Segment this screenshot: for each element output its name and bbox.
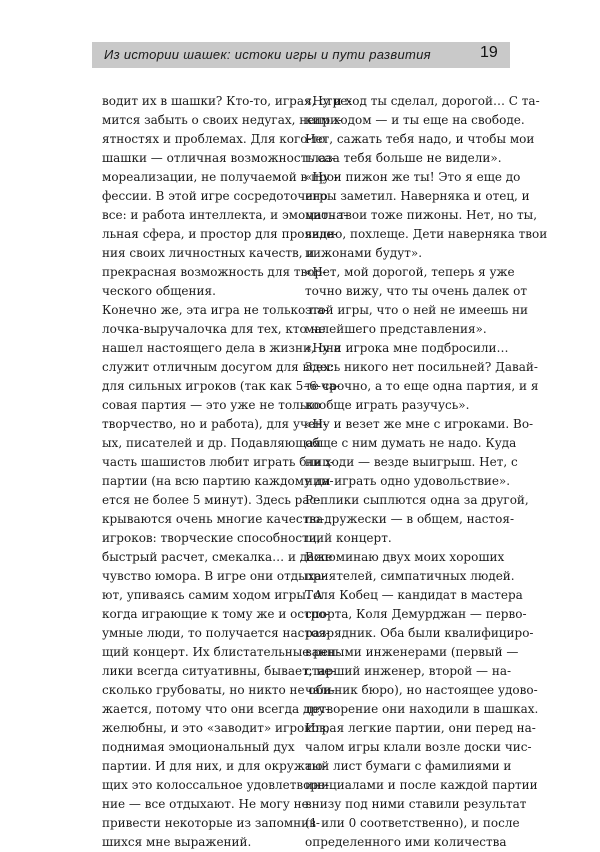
text-line: когда играющие к тому же и остро- — [102, 607, 330, 621]
text-line: партии. И для них, и для окружаю- — [102, 759, 327, 773]
text-line: «Ну и игрока мне подбросили… — [305, 341, 509, 355]
page-number: 19 — [480, 44, 498, 61]
text-line: ятностях и проблемах. Для кого-то — [102, 132, 326, 146]
text-line: щий концерт. Их блистательные реп- — [102, 645, 341, 659]
text-line: ким ходом — и ты еще на свободе. — [305, 113, 525, 127]
text-line: внизу под ними ставили результат — [305, 797, 527, 811]
text-line: Конечно же, эта игра не только па- — [102, 303, 329, 317]
text-line: льная сфера, и простор для проявле- — [102, 227, 338, 241]
text-line: водит их в шашки? Кто-то, играя, стре- — [102, 94, 352, 108]
text-line: ванными инженерами (первый — — [305, 645, 519, 659]
text-line: партии (на всю партию каждому да- — [102, 474, 334, 488]
text-line: этой игры, что о ней не имеешь ни — [305, 303, 529, 317]
text-line: ют, упиваясь самим ходом игры. А — [102, 588, 323, 602]
text-line: «Ну и ход ты сделал, дорогой… С та- — [305, 94, 540, 108]
text-line: прекрасная возможность для твор- — [102, 265, 327, 279]
running-title: Из истории шашек: истоки игры и пути развития — [104, 47, 431, 62]
text-line: ется не более 5 минут). Здесь рас- — [102, 493, 321, 507]
text-line: (1 или 0 соответственно), и после — [305, 816, 520, 830]
text-line: фессии. В этой игре сосредоточено — [102, 189, 328, 203]
text-line: мится забыть о своих недугах, непри- — [102, 113, 343, 127]
text-line: старший инженер, второй — на- — [305, 664, 512, 678]
text-line: привести некоторые из запомнив- — [102, 816, 320, 830]
text-line: Нет, сажать тебя надо, и чтобы мои — [305, 132, 535, 146]
text-line: жается, потому что они всегда дру- — [102, 702, 330, 716]
text-line: ни ходи — везде выигрыш. Нет, с — [305, 455, 518, 469]
text-line: мать твои тоже пижоны. Нет, но ты, — [305, 208, 538, 222]
text-line: ним играть одно удовольствие». — [305, 474, 511, 488]
text-line: пижонами будут». — [305, 246, 423, 260]
text-line: часть шашистов любит играть блиц- — [102, 455, 334, 469]
text-line: для сильных игроков (так как 5–6-ча- — [102, 379, 341, 393]
text-line: «Ну и пижон же ты! Это я еще до — [305, 170, 521, 184]
text-line: «Нет, мой дорогой, теперь я уже — [305, 265, 515, 279]
text-line: Толя Кобец — кандидат в мастера — [305, 588, 523, 602]
text-line: быстрый расчет, смекалка… и даже — [102, 550, 333, 564]
text-line: щий концерт. — [305, 531, 392, 545]
text-line: поднимая эмоциональный дух — [102, 740, 295, 754]
text-line: обще с ним думать не надо. Куда — [305, 436, 517, 450]
text-line: шихся мне выражений. — [102, 835, 252, 849]
text-line: инициалами и после каждой партии — [305, 778, 538, 792]
text-line: ческого общения. — [102, 284, 216, 298]
right-text-column — [305, 92, 548, 852]
text-line: желюбны, и это «заводит» игроков, — [102, 721, 330, 735]
text-line: глаза тебя больше не видели». — [305, 151, 502, 165]
text-line: ние — все отдыхают. Не могу не — [102, 797, 309, 811]
text-line: «Ну и везет же мне с игроками. Во- — [305, 417, 534, 431]
text-line: Вспоминаю двух моих хороших — [305, 550, 505, 564]
text-line: лочка-выручалочка для тех, кто не — [102, 322, 326, 336]
text-line: Играя легкие партии, они перед на- — [305, 721, 536, 735]
text-line: малейшего представления». — [305, 322, 487, 336]
text-line: летворение они находили в шашках. — [305, 702, 539, 716]
text-line: ния своих личностных качеств, и — [102, 246, 315, 260]
text-line: приятелей, симпатичных людей. — [305, 569, 515, 583]
text-line: тый лист бумаги с фамилиями и — [305, 759, 512, 773]
text-line: совая партия — это уже не только — [102, 398, 321, 412]
text-line: щих это колоссальное удовлетворе- — [102, 778, 330, 792]
text-line: шашки — отличная возможность са- — [102, 151, 336, 165]
text-line: Здесь никого нет посильней? Давай- — [305, 360, 538, 374]
text-line: все: и работа интеллекта, и эмоциона- — [102, 208, 348, 222]
text-line: служит отличным досугом для всех: — [102, 360, 334, 374]
text-line: определенного ими количества — [305, 835, 507, 849]
text-line: ых, писателей и др. Подавляющая — [102, 436, 322, 450]
text-line: чувство юмора. В игре они отдыха- — [102, 569, 326, 583]
text-line: крываются очень многие качества — [102, 512, 324, 526]
left-text-column — [102, 92, 352, 852]
text-line: умные люди, то получается настоя- — [102, 626, 330, 640]
text-line: игры заметил. Наверняка и отец, и — [305, 189, 530, 203]
text-line: игроков: творческие способности, — [102, 531, 321, 545]
text-line: нашел настоящего дела в жизни, она — [102, 341, 341, 355]
text-line: вообще играть разучусь». — [305, 398, 470, 412]
text-line: творчество, но и работа), для учен- — [102, 417, 328, 431]
text-line: спорта, Коля Демурджан — перво- — [305, 607, 527, 621]
text-line: точно вижу, что ты очень далек от — [305, 284, 527, 298]
text-line: Реплики сыплются одна за другой, — [305, 493, 529, 507]
text-line: чальник бюро), но настоящее удово- — [305, 683, 538, 697]
text-line: разрядник. Оба были квалифициро- — [305, 626, 534, 640]
text-line: те срочно, а то еще одна партия, и я — [305, 379, 539, 393]
text-line: видно, похлеще. Дети наверняка твои — [305, 227, 548, 241]
text-line: лики всегда ситуативны, бывает, не- — [102, 664, 336, 678]
text-line: мореализации, не получаемой в про- — [102, 170, 339, 184]
text-line: сколько грубоваты, но никто не оби- — [102, 683, 335, 697]
text-line: чалом игры клали возле доски чис- — [305, 740, 532, 754]
text-line: по-дружески — в общем, настоя- — [305, 512, 514, 526]
